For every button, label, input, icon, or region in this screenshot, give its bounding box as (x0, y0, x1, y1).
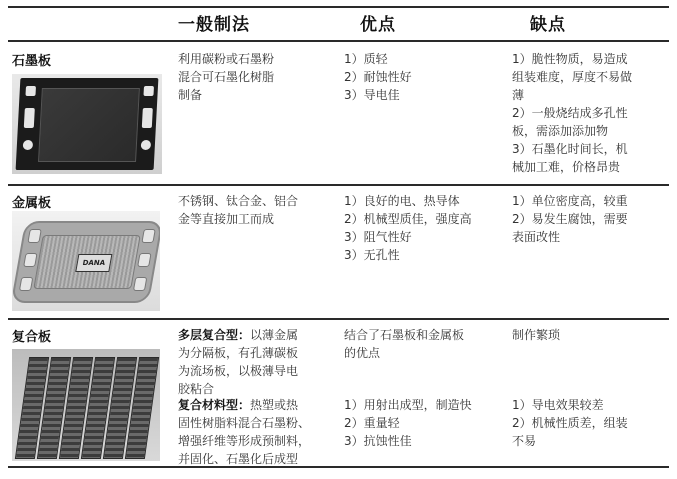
method-line: 并固化、石墨化后成型 (178, 452, 299, 466)
method-line-rest: 以薄金属 (250, 328, 299, 342)
cons-line: 2）易发生腐蚀，需要 (512, 212, 628, 226)
header-pros: 优点 (360, 15, 396, 35)
cons-line: 2）机械性质差，组装 (512, 416, 628, 430)
plate-hole (143, 86, 154, 96)
method-line: 胶粘合 (178, 382, 215, 396)
metal-plate-image (12, 211, 160, 311)
metal-pros (344, 192, 472, 264)
method-line: 混合可石墨化树脂 (178, 70, 275, 84)
method-line (178, 396, 310, 414)
cons-line: 不易 (512, 434, 537, 448)
cons-line: 1）单位密度高，较重 (512, 194, 628, 208)
pros-line: 2）耐蚀性好 (344, 70, 412, 84)
cons-line: 3）石墨化时间长，机 (512, 142, 628, 156)
plate-port (141, 229, 155, 243)
pros-line: 3）无孔性 (344, 248, 400, 262)
composite-material-cons (512, 396, 628, 450)
pros-line: 1）用射出成型，制造快 (344, 398, 472, 412)
method-line: 利用碳粉或石墨粉 (178, 52, 275, 66)
row-divider (8, 318, 669, 320)
plate-hole (25, 86, 36, 96)
metal-plate-body (12, 221, 160, 303)
composite-multilayer-pros (344, 326, 464, 362)
pros-line: 1）质轻 (344, 52, 388, 66)
metal-flow-field (33, 235, 141, 289)
cons-line: 薄 (512, 88, 525, 102)
plate-port (133, 277, 147, 291)
graphite-plate-body (16, 78, 159, 170)
composite-plate-image (12, 349, 160, 461)
header-cons: 缺点 (530, 15, 566, 35)
cons-line: 板，需添加添加物 (512, 124, 609, 138)
graphite-plate-image (12, 74, 162, 174)
table-bottom-rule (8, 466, 669, 468)
pros-line: 的优点 (344, 346, 381, 360)
pros-line: 2）机械型质佳，强度高 (344, 212, 472, 226)
method-line: 不锈钢、钛合金、铝合 (178, 194, 299, 208)
dana-logo: DANA (75, 254, 112, 272)
method-line-rest: 热塑或热 (250, 398, 299, 412)
method-line: 制备 (178, 88, 203, 102)
composite-material-method (178, 396, 310, 468)
composite-material-pros (344, 396, 472, 450)
composite-multilayer-method (178, 326, 298, 398)
pros-line: 3）抗蚀性佳 (344, 434, 412, 448)
plate-port (137, 253, 151, 267)
cons-line: 表面改性 (512, 230, 561, 244)
cons-line: 械加工难，价格昂贵 (512, 160, 621, 174)
category-composite: 复合板 (12, 330, 52, 345)
pros-line: 3）阻气性好 (344, 230, 412, 244)
graphite-pros (344, 50, 412, 104)
cons-line: 1）导电效果较差 (512, 398, 604, 412)
method-line: 为分隔板，有孔薄碳板 (178, 346, 299, 360)
plate-hole (142, 108, 153, 128)
plate-hole (24, 108, 35, 128)
pros-line: 结合了石墨板和金属板 (344, 328, 465, 342)
header-method: 一般制法 (178, 15, 250, 35)
plate-port (19, 277, 33, 291)
method-line: 为流场板，以极薄导电 (178, 364, 299, 378)
cons-line: 2）一般烧结成多孔性 (512, 106, 628, 120)
method-line: 固性树脂料混合石墨粉、 (178, 416, 311, 430)
metal-method (178, 192, 298, 228)
cons-line: 组装难度，厚度不易做 (512, 70, 633, 84)
category-metal: 金属板 (12, 196, 52, 211)
method-line: 金等直接加工而成 (178, 212, 275, 226)
graphite-cons (512, 50, 632, 176)
table-top-rule (8, 6, 669, 8)
plate-hole (23, 140, 34, 150)
cons-line: 制作繁琐 (512, 328, 561, 342)
method-line (178, 326, 298, 344)
metal-cons (512, 192, 628, 246)
pros-line: 3）导电佳 (344, 88, 400, 102)
row-divider (8, 184, 669, 186)
graphite-method (178, 50, 274, 104)
category-graphite: 石墨板 (12, 54, 52, 69)
cons-line: 1）脆性物质，易造成 (512, 52, 628, 66)
subtype-title: 复合材料型： (178, 398, 251, 412)
pros-line: 2）重量轻 (344, 416, 400, 430)
method-line: 增强纤维等形成预制料， (178, 434, 311, 448)
plate-port (27, 229, 41, 243)
graphite-flow-field (38, 88, 140, 162)
plate-port (23, 253, 37, 267)
composite-multilayer-cons (512, 326, 560, 344)
pros-line: 1）良好的电、热导体 (344, 194, 460, 208)
subtype-title: 多层复合型： (178, 328, 251, 342)
header-rule (8, 40, 669, 42)
plate-hole (141, 140, 152, 150)
